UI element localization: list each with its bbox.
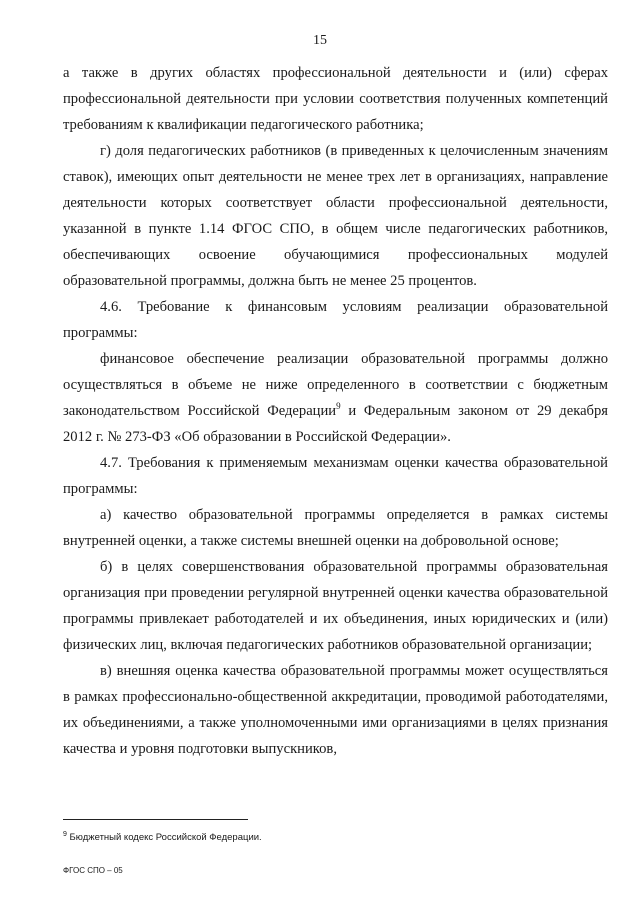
body-text bbox=[63, 60, 608, 762]
paragraph-continuation: а также в других областях профессиональной деятельности и (или) сферах профессиональной деятельности при условии соответствия полученных компетенций требованиям к квалификации педагогического работника; bbox=[63, 65, 608, 133]
footnote-mark: 9 bbox=[63, 830, 67, 838]
section-heading-4-7: 4.7. Требования к применяемым механизмам оценки качества образовательной программы: bbox=[63, 455, 608, 497]
paragraph-item-a: а) качество образовательной программы определяется в рамках системы внутренней оценки, а также системы внешней оценки на добровольной основе; bbox=[63, 507, 608, 549]
section-heading-4-6: 4.6. Требование к финансовым условиям реализации образовательной программы: bbox=[63, 299, 608, 341]
footnote bbox=[63, 831, 608, 845]
page-number: 15 bbox=[313, 33, 327, 48]
paragraph-financial-support bbox=[63, 346, 608, 450]
paragraph-financial-text-end: и Федеральным законом от 29 декабря 2012 г. № 273-ФЗ «Об образовании в Российской Федерации». bbox=[63, 403, 608, 445]
paragraph-item-b: б) в целях совершенствования образовательной программы образовательная организация при проведении регулярной внутренней оценки качества образовательной программы привлекает работодателей и их объединения, иных юридических и (или) физических лиц, включая педагогических работников образовательной организации; bbox=[63, 559, 608, 653]
paragraph-item-g: г) доля педагогических работников (в приведенных к целочисленным значениям ставок), имеющих опыт деятельности не менее трех лет в организациях, направление деятельности которых соответствует области профессиональной деятельности, указанной в пункте 1.14 ФГОС СПО, в общем числе педагогических работников, обеспечивающих освоение обучающимися профессиональных модулей образовательной программы, должна быть не менее 25 процентов. bbox=[63, 143, 608, 289]
paragraph-financial-text-start: финансовое обеспечение реализации образовательной программы должно осуществляться в объеме не ниже определенного в соответствии с бюджетным законодательством Российской Федерации bbox=[63, 351, 608, 419]
paragraph-item-v: в) внешняя оценка качества образовательной программы может осуществляться в рамках профессионально-общественной аккредитации, проводимой работодателями, их объединениями, а также уполномоченными ими организациями в целях признания качества и уровня подготовки выпускников, bbox=[63, 663, 608, 757]
footnote-reference-mark: 9 bbox=[336, 401, 341, 412]
document-code: ФГОС СПО – 05 bbox=[63, 866, 123, 875]
footnote-text: Бюджетный кодекс Российской Федерации. bbox=[66, 832, 262, 843]
footnote-separator bbox=[63, 819, 248, 820]
